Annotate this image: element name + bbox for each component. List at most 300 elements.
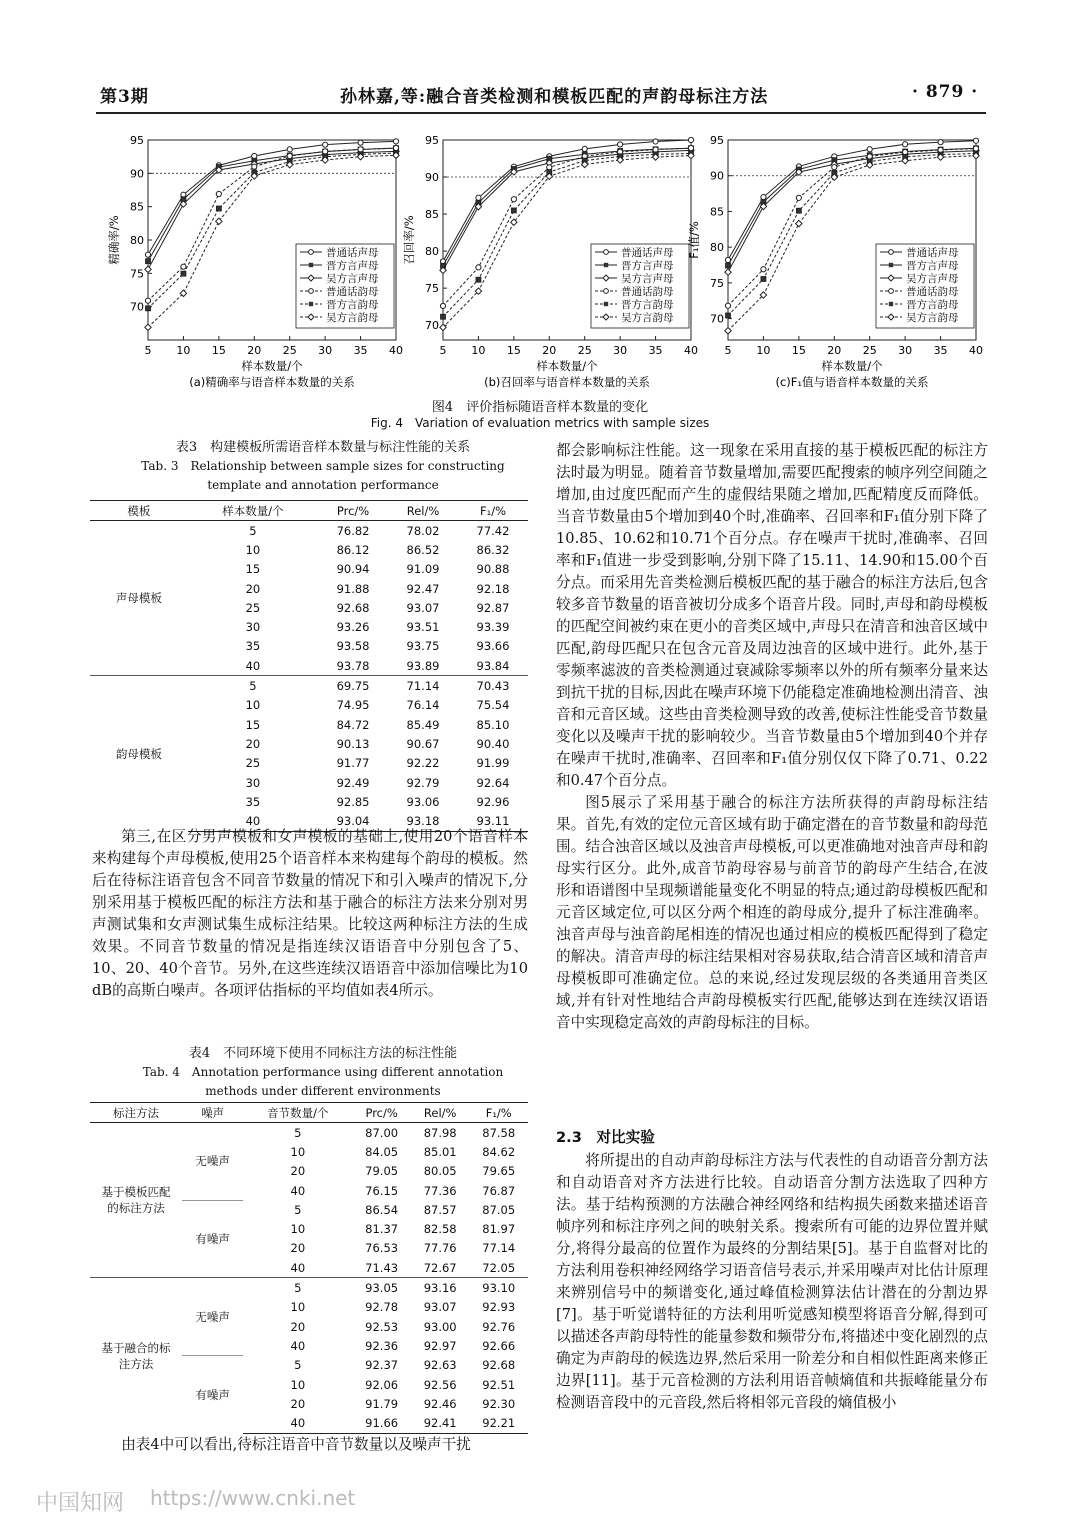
data-point <box>796 208 801 213</box>
x-tick-label: 10 <box>756 344 771 357</box>
table4-cell: 92.63 <box>423 1358 457 1373</box>
table4-cell: 80.05 <box>423 1164 457 1179</box>
data-point <box>145 298 150 303</box>
x-axis-label: 样本数量/个 <box>536 359 598 373</box>
x-tick-label: 25 <box>282 344 297 357</box>
table4-cell: 92.66 <box>482 1338 516 1353</box>
table4-cell: 93.07 <box>423 1300 457 1315</box>
table3-cell: 92.47 <box>406 581 440 596</box>
issue-number: 第3期 <box>100 87 149 107</box>
data-point <box>653 147 658 152</box>
table3-cell: 92.49 <box>336 775 370 790</box>
table4-cell: 82.58 <box>423 1222 457 1237</box>
table4-cell: 72.05 <box>482 1260 516 1275</box>
legend-label: 普通话韵母 <box>906 286 959 298</box>
table3-cell: 92.22 <box>406 756 440 771</box>
table3-cell: 92.79 <box>406 775 440 790</box>
x-tick-label: 40 <box>969 344 983 357</box>
table3-cell: 74.95 <box>336 698 370 713</box>
data-point <box>441 314 446 319</box>
table4-cell: 20 <box>290 1164 306 1179</box>
data-point <box>726 313 731 318</box>
table4-header-cell: F₁/% <box>469 1103 528 1123</box>
table4-cell: 93.00 <box>423 1319 457 1334</box>
table3-cell: 35 <box>245 639 261 654</box>
y-tick-label: 70 <box>425 319 439 333</box>
table4-cell: 20 <box>290 1396 306 1411</box>
data-point <box>252 164 257 169</box>
data-point <box>582 146 587 151</box>
legend-label: 晋方言声母 <box>621 260 674 272</box>
table4-header-cell: Rel/% <box>411 1103 470 1123</box>
table4-cell: 76.53 <box>365 1241 399 1256</box>
data-point <box>181 264 186 269</box>
table3-cell: 75.54 <box>476 698 510 713</box>
legend-marker <box>604 263 608 267</box>
legend-marker <box>604 302 608 306</box>
y-tick-label: 95 <box>710 134 724 147</box>
table4-cell: 84.62 <box>482 1144 516 1159</box>
legend-marker <box>309 289 314 294</box>
table4-cell: 84.05 <box>365 1144 399 1159</box>
table3-cell: 91.09 <box>406 562 440 577</box>
legend-marker <box>604 250 609 255</box>
page-number: · 879 · <box>912 82 979 102</box>
data-point <box>216 191 221 196</box>
table4-cell: 10 <box>290 1222 306 1237</box>
table4-cell: 71.43 <box>365 1260 399 1275</box>
table4-cell: 87.00 <box>365 1125 399 1140</box>
right-column <box>556 440 988 1034</box>
legend-marker <box>889 263 893 267</box>
y-tick-label: 90 <box>130 167 144 181</box>
y-axis-label: 召回率/% <box>402 215 416 265</box>
table3-cell: 76.82 <box>336 523 370 538</box>
y-tick-label: 80 <box>130 234 144 247</box>
legend-label: 普通话韵母 <box>621 286 674 298</box>
table3-cell: 40 <box>245 658 261 673</box>
table-row <box>90 1123 528 1143</box>
legend-marker <box>309 263 313 267</box>
table4-cell: 87.58 <box>482 1125 516 1140</box>
table3-cell: 93.84 <box>476 658 510 673</box>
table4-cell: 92.51 <box>482 1377 516 1392</box>
table4-header-cell: 标注方法 <box>90 1103 182 1123</box>
legend-marker <box>889 250 894 255</box>
table3-cell: 92.87 <box>476 600 510 615</box>
x-tick-label: 5 <box>144 344 152 357</box>
x-tick-label: 10 <box>176 344 191 357</box>
y-tick-label: 95 <box>130 134 144 147</box>
left-para-2-text: 由表4中可以看出,待标注语音中音节数量以及噪声干扰 <box>121 1436 471 1453</box>
chart-recall <box>395 128 705 390</box>
data-point <box>973 138 978 143</box>
table3-cell: 93.58 <box>336 639 370 654</box>
table3-cell: 84.72 <box>336 717 370 732</box>
table3-header-cell: 样本数量/个 <box>188 501 318 521</box>
table3-cell: 92.96 <box>476 794 510 809</box>
table4-cell: 76.87 <box>482 1183 516 1198</box>
table3-cell: 85.10 <box>476 717 510 732</box>
chart-precision <box>100 128 410 390</box>
data-point <box>832 165 837 170</box>
data-point <box>726 263 731 268</box>
data-point <box>440 303 445 308</box>
table4-cell: 81.97 <box>482 1222 516 1237</box>
table3-cell: 93.18 <box>388 811 458 831</box>
table4-cell: 92.78 <box>365 1300 399 1315</box>
data-point <box>761 267 766 272</box>
legend-label: 吴方言声母 <box>906 273 959 285</box>
table3-cell: 93.26 <box>336 620 370 635</box>
x-axis-label: 样本数量/个 <box>821 359 883 373</box>
data-point <box>476 265 481 270</box>
table3-cell: 92.64 <box>476 775 510 790</box>
data-point <box>358 147 363 152</box>
header-rule <box>96 112 986 114</box>
x-tick-label: 35 <box>933 344 948 357</box>
table4-cell: 92.76 <box>482 1319 516 1334</box>
table3-cell: 70.43 <box>458 676 528 696</box>
section-heading: 2.3 对比实验 <box>556 1129 655 1146</box>
table3-header-cell: F₁/% <box>458 501 528 521</box>
table3-cell: 35 <box>245 794 261 809</box>
data-point <box>476 277 481 282</box>
data-point <box>145 266 151 272</box>
table3-cell: 93.51 <box>406 620 440 635</box>
table3-cell: 90.88 <box>476 562 510 577</box>
left-para-2 <box>92 1434 528 1456</box>
table3-cell: 10 <box>245 542 261 557</box>
table4-caption-en1: Tab. 4 Annotation performance using different annotation <box>142 1065 504 1079</box>
y-tick-label: 85 <box>130 200 144 214</box>
table4-cell: 92.37 <box>365 1358 399 1373</box>
x-axis-label: 样本数量/个 <box>241 359 303 373</box>
right-para-3-wrap <box>556 1150 988 1414</box>
chart-subcaption: (a)精确率与语音样本数量的关系 <box>189 375 355 389</box>
table4-cell: 79.05 <box>365 1164 399 1179</box>
chart-f1 <box>680 128 990 390</box>
table3-cell: 90.40 <box>476 736 510 751</box>
table3-cell: 93.66 <box>476 639 510 654</box>
table3-header-cell: Prc/% <box>318 501 388 521</box>
table3-group-label: 声母模板 <box>115 591 162 606</box>
data-point <box>725 303 730 308</box>
table4-cell: 40 <box>290 1338 306 1353</box>
x-tick-label: 10 <box>471 344 486 357</box>
table3-cell: 93.07 <box>406 600 440 615</box>
y-tick-label: 90 <box>710 169 724 183</box>
table3-cell: 5 <box>249 523 257 538</box>
table-row <box>90 521 528 541</box>
data-point <box>146 259 151 264</box>
table4-cell: 81.37 <box>365 1222 399 1237</box>
table3-cell: 69.75 <box>318 676 388 696</box>
table4-cell: 92.56 <box>423 1377 457 1392</box>
data-point <box>796 220 802 226</box>
x-tick-label: 30 <box>613 344 628 357</box>
legend-label: 吴方言声母 <box>621 273 674 285</box>
table3-cell: 91.88 <box>336 581 370 596</box>
y-axis-label: F₁值/% <box>687 221 701 259</box>
table3-cell: 76.14 <box>406 698 440 713</box>
table4-cell: 91.66 <box>352 1413 411 1433</box>
table4-caption-cn: 表4 不同环境下使用不同标注方法的标注性能 <box>188 1046 458 1061</box>
data-point <box>867 154 872 159</box>
data-point <box>181 271 186 276</box>
table3-header-cell: 模板 <box>90 501 188 521</box>
data-point <box>903 142 908 147</box>
table4-noise-label: 无噪声 <box>182 1278 243 1356</box>
data-point <box>618 142 623 147</box>
table4-cell: 92.36 <box>365 1338 399 1353</box>
data-point <box>476 195 481 200</box>
table3 <box>90 500 528 832</box>
x-tick-label: 40 <box>684 344 698 357</box>
legend-label: 晋方言韵母 <box>906 299 959 311</box>
table4-cell: 85.01 <box>423 1144 457 1159</box>
table3-cell: 15 <box>245 717 261 732</box>
data-point <box>323 142 328 147</box>
data-point <box>216 206 221 211</box>
data-point <box>145 252 150 257</box>
data-point <box>761 277 766 282</box>
table4-cell: 77.14 <box>482 1241 516 1256</box>
table3-cell: 15 <box>245 562 261 577</box>
y-tick-label: 80 <box>425 245 439 259</box>
table3-cell: 86.12 <box>336 542 370 557</box>
table4-cell: 77.76 <box>423 1241 457 1256</box>
table-row <box>90 676 528 696</box>
chart-subcaption: (b)召回率与语音样本数量的关系 <box>484 375 650 389</box>
table3-cell: 85.49 <box>406 717 440 732</box>
cnki-url: https://www.cnki.net <box>150 1486 356 1510</box>
x-tick-label: 15 <box>791 344 806 357</box>
table4-cell: 92.46 <box>423 1396 457 1411</box>
table3-cell: 40 <box>188 811 318 831</box>
data-point <box>146 306 151 311</box>
table4-cell: 72.67 <box>423 1260 457 1275</box>
table3-cell: 91.99 <box>476 756 510 771</box>
table3-caption-en1: Tab. 3 Relationship between sample sizes for constructing <box>141 459 505 473</box>
x-tick-label: 30 <box>318 344 333 357</box>
data-point <box>252 153 257 158</box>
legend-label: 晋方言韵母 <box>621 299 674 311</box>
x-tick-label: 20 <box>542 344 557 357</box>
figure-caption-en: Fig. 4 Variation of evaluation metrics with sample sizes <box>370 416 710 430</box>
legend-marker <box>604 289 609 294</box>
table4-cell: 5 <box>294 1125 302 1140</box>
table4-method-label: 基于模板匹配的标注方法 <box>101 1185 171 1216</box>
x-tick-label: 35 <box>648 344 663 357</box>
table4-cell: 77.36 <box>423 1183 457 1198</box>
legend-label: 晋方言韵母 <box>326 299 379 311</box>
legend-label: 吴方言韵母 <box>326 312 379 324</box>
table4-cell: 10 <box>290 1300 306 1315</box>
table3-cell: 77.42 <box>476 523 510 538</box>
table3-cell: 25 <box>245 600 261 615</box>
left-para-1 <box>92 826 528 1002</box>
table4-cell: 93.05 <box>352 1278 411 1298</box>
table3-cell: 78.02 <box>406 523 440 538</box>
table4-cell: 91.79 <box>365 1396 399 1411</box>
data-point <box>287 147 292 152</box>
table3-cell: 71.14 <box>388 676 458 696</box>
cnki-logo-text: 中国知网 <box>36 1491 125 1516</box>
y-axis-label: 精确率/% <box>107 215 121 265</box>
table4-noise-label: 有噪声 <box>182 1200 243 1278</box>
table4-cell: 5 <box>243 1278 352 1298</box>
y-tick-label: 75 <box>710 276 724 290</box>
table4-cell: 92.68 <box>482 1358 516 1373</box>
table3-caption-en2: template and annotation performance <box>207 478 439 492</box>
table4-header-cell: Prc/% <box>352 1103 411 1123</box>
legend-marker <box>309 250 314 255</box>
legend-marker <box>889 289 894 294</box>
table4-cell: 93.10 <box>469 1278 528 1298</box>
legend-label: 普通话声母 <box>621 247 674 259</box>
table4-cell: 20 <box>290 1241 306 1256</box>
x-tick-label: 20 <box>827 344 842 357</box>
table4-cell: 40 <box>243 1413 352 1433</box>
table3-cell: 30 <box>245 620 261 635</box>
data-point <box>725 328 731 334</box>
legend-marker <box>309 302 313 306</box>
table3-group-label: 韵母模板 <box>90 676 188 831</box>
table4-cell: 92.21 <box>469 1413 528 1433</box>
y-tick-label: 80 <box>710 241 724 255</box>
table4-cell: 20 <box>290 1319 306 1334</box>
data-point <box>511 197 516 202</box>
figure-caption-cn: 图4 评价指标随语音样本数量的变化 <box>431 400 649 415</box>
x-tick-label: 20 <box>247 344 262 357</box>
table3-cell: 20 <box>245 581 261 596</box>
table3-cell: 93.89 <box>406 658 440 673</box>
legend-label: 普通话声母 <box>326 247 379 259</box>
table3-caption <box>88 438 558 495</box>
table4-cell: 87.57 <box>423 1202 457 1217</box>
table4-header-cell: 噪声 <box>182 1103 243 1123</box>
data-point <box>796 195 801 200</box>
data-point <box>323 149 328 154</box>
table4-cell: 87.05 <box>482 1202 516 1217</box>
chart-subcaption: (c)F₁值与语音样本数量的关系 <box>775 375 929 389</box>
data-point <box>653 139 658 144</box>
table-row <box>90 1278 528 1298</box>
table3-cell: 92.18 <box>476 581 510 596</box>
table3-cell: 86.52 <box>406 542 440 557</box>
table4-cell: 92.53 <box>365 1319 399 1334</box>
table4-cell: 40 <box>290 1183 306 1198</box>
x-tick-label: 40 <box>389 344 403 357</box>
table3-cell: 25 <box>245 756 261 771</box>
table4-cell: 5 <box>294 1358 302 1373</box>
table4-cell: 10 <box>290 1144 306 1159</box>
y-tick-label: 75 <box>425 282 439 296</box>
table3-cell: 30 <box>245 775 261 790</box>
table4-cell: 92.30 <box>482 1396 516 1411</box>
x-tick-label: 35 <box>353 344 368 357</box>
x-tick-label: 15 <box>211 344 226 357</box>
table4-cell: 92.93 <box>482 1300 516 1315</box>
table4-cell: 40 <box>290 1260 306 1275</box>
y-tick-label: 85 <box>425 208 439 222</box>
legend-label: 普通话声母 <box>906 247 959 259</box>
data-point <box>287 153 292 158</box>
legend-label: 吴方言声母 <box>326 273 379 285</box>
table4-cell: 93.16 <box>411 1278 470 1298</box>
table3-cell: 93.75 <box>406 639 440 654</box>
y-tick-label: 70 <box>130 300 144 314</box>
table3-cell: 20 <box>245 736 261 751</box>
table4-cell: 92.41 <box>411 1413 470 1433</box>
table3-cell: 93.06 <box>406 794 440 809</box>
table3-cell: 90.67 <box>406 736 440 751</box>
legend-label: 晋方言声母 <box>906 260 959 272</box>
x-tick-label: 15 <box>506 344 521 357</box>
table3-header-cell: Rel/% <box>388 501 458 521</box>
table3-cell: 5 <box>188 676 318 696</box>
table3-caption-cn: 表3 构建模板所需语音样本数量与标注性能的关系 <box>175 440 471 455</box>
table4-cell: 79.65 <box>482 1164 516 1179</box>
x-tick-label: 25 <box>862 344 877 357</box>
y-tick-label: 75 <box>130 267 144 281</box>
table4-noise-label: 无噪声 <box>195 1154 230 1169</box>
data-point <box>761 195 766 200</box>
x-tick-label: 5 <box>439 344 447 357</box>
table3-cell: 93.11 <box>458 811 528 831</box>
legend-label: 吴方言韵母 <box>906 312 959 324</box>
legend-label: 晋方言声母 <box>326 260 379 272</box>
data-point <box>725 269 731 275</box>
running-title: 孙林嘉,等:融合音类检测和模板匹配的声韵母标注方法 <box>340 87 769 107</box>
x-tick-label: 30 <box>898 344 913 357</box>
table4-cell: 5 <box>294 1202 302 1217</box>
table3-cell: 90.13 <box>336 736 370 751</box>
right-para-2: 图5展示了采用基于融合的标注方法所获得的声韵母标注结果。首先,有效的定位元音区域有助于确定潜在的音节数量和韵母范围。结合浊音区域以及浊音声母模板,可以更准确地对浊音声母和韵母实行区分。此外,成音节韵母容易与前音节的韵母产生结合,在波形和语谱图中呈现频谱能量变化不明显的特点;通过韵母模板匹配和元音区域定位,可以区分两个相连的韵母成分,提升了标注准确率。浊音声母与浊音韵尾相连的情况也通过相应的模板匹配得到了稳定的解决。清音声母的标注结果相对容易获取,结合清音区域和清音声母模板即可准确定位。总的来说,经过发现层级的各类通用音类区域,并有针对性地结合声韵母模板实行匹配,能够达到在连续汉语语音中实现稳定高效的声韵母标注的目标。 <box>556 794 988 1031</box>
table4-caption <box>88 1044 558 1101</box>
legend-label: 吴方言韵母 <box>621 312 674 324</box>
table4-cell: 76.15 <box>365 1183 399 1198</box>
table3-cell: 90.94 <box>336 562 370 577</box>
table4-cell: 86.54 <box>365 1202 399 1217</box>
table4-cell: 92.06 <box>365 1377 399 1392</box>
table4-cell: 10 <box>290 1377 306 1392</box>
right-para-3: 将所提出的自动声韵母标注方法与代表性的自动语音分割方法和自动语音对齐方法进行比较。自动语音分割方法选取了四种方法。基于结构预测的方法融合神经网络和结构损失函数来描述语音帧序列和标注序列之间的映射关系。搜索所有可能的边界位置并赋分,将得分最高的位置作为最终的分割结果[5]。基于自监督对比的方法利用卷积神经网络学习语音信号表示,并采用噪声对比估计原理来辨别信号中的频谱变化,通过峰值检测算法估计潜在的分割边界[7]。基于听觉谱特征的方法利用听觉感知模型将语音分解,得到可以描述各声韵母特性的能量参数和频带分布,将描述中变化剧烈的点确定为声韵母的候选边界,然后采用一阶差分和自相似性距离来修正边界[11]。基于元音检测的方法利用语音帧熵值和共振峰能量分布检测语音段中的元音段,然后将相邻元音段的熵值极小 <box>556 1152 988 1411</box>
data-point <box>511 208 516 213</box>
data-point <box>145 324 151 330</box>
legend-label: 普通话韵母 <box>326 286 379 298</box>
table4 <box>90 1102 528 1434</box>
data-point <box>938 140 943 145</box>
right-para-1: 都会影响标注性能。这一现象在采用直接的基于模板匹配的标注方法时最为明显。随着音节数量增加,需要匹配搜索的帧序列空间随之增加,由过度匹配而产生的虚假结果随之增加,匹配精度反而降低。当音节数量由5个增加到40个时,准确率、召回率和F₁值分别下降了10.85、10.62和10.71个百分点。存在噪声干扰时,准确率、召回率和F₁值进一步受到影响,分别下降了15.11、14.90和15.00个百分点。而采用先音类检测后模板匹配的基于融合的标注方法后,包含较多音节数量的语音被切分成多个语音片段。同时,声母和韵母模板的匹配空间被约束在更小的音类区域中,声母只在清音和浊音区域中匹配,韵母匹配只在包含元音及周边浊音的区域中进行。此外,基于零频率滤波的音类检测通过衰减除零频率以外的所有频率分量来达到抗干扰的目标,因此在噪声环境下仍能稳定准确地检测出清音、浊音和元音区域。这些由音类检测导致的改善,使标注性能受音节数量变化以及噪声干扰的影响较少。当音节数量由5个增加到40个并存在噪声干扰时,准确率、召回率和F₁值分别仅仅下降了0.71、0.22和0.47个百分点。 <box>556 442 988 789</box>
table3-cell: 93.39 <box>476 620 510 635</box>
table4-cell: 92.97 <box>423 1338 457 1353</box>
y-tick-label: 85 <box>710 205 724 219</box>
table3-cell: 93.78 <box>336 658 370 673</box>
table3-cell: 92.68 <box>336 600 370 615</box>
data-point <box>358 140 363 145</box>
table3-cell: 93.04 <box>318 811 388 831</box>
y-tick-label: 95 <box>425 134 439 147</box>
table3-cell: 92.85 <box>336 794 370 809</box>
table4-header-cell: 音节数量/个 <box>243 1103 352 1123</box>
x-tick-label: 5 <box>724 344 732 357</box>
x-tick-label: 25 <box>577 344 592 357</box>
data-point <box>973 146 978 151</box>
table4-noise-label: 有噪声 <box>182 1356 243 1434</box>
table3-cell: 10 <box>245 698 261 713</box>
